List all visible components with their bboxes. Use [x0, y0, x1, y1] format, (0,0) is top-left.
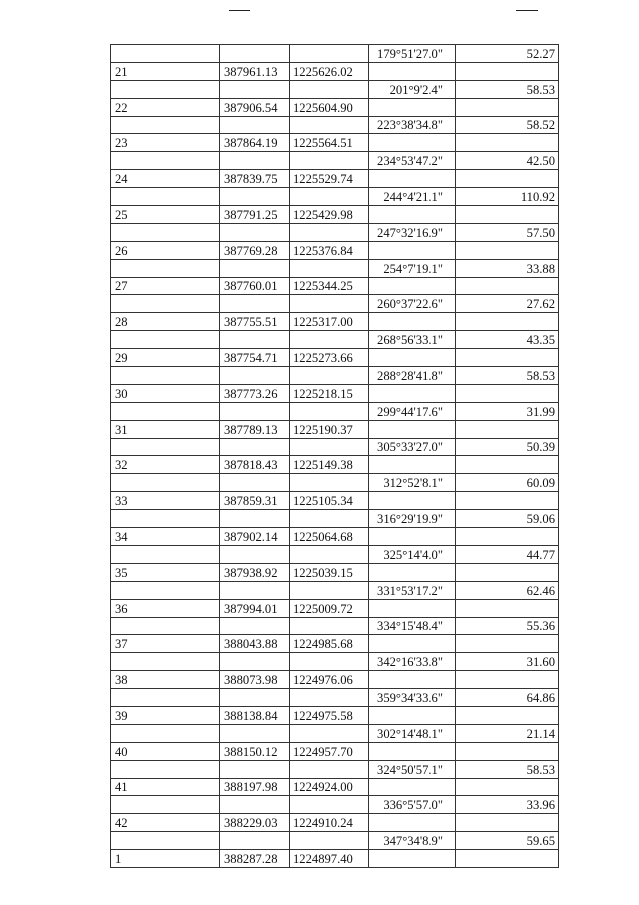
table-row: [111, 331, 559, 349]
point-number-cell: [111, 689, 220, 707]
distance-cell: [456, 671, 559, 689]
point-number-cell: [111, 80, 220, 98]
table-row: [111, 98, 559, 116]
x-coordinate-cell: 388197.98: [220, 778, 290, 796]
bearing-angle-cell: 234°53'47.2": [369, 152, 456, 170]
point-number-cell: 34: [111, 528, 220, 546]
bearing-angle-cell: [369, 706, 456, 724]
bearing-angle-cell: [369, 528, 456, 546]
point-number-cell: 22: [111, 98, 220, 116]
table-row: [111, 259, 559, 277]
point-number-cell: 33: [111, 492, 220, 510]
y-coordinate-cell: [290, 796, 369, 814]
point-number-cell: [111, 581, 220, 599]
point-number-cell: [111, 760, 220, 778]
distance-cell: 58.52: [456, 116, 559, 134]
point-number-cell: 38: [111, 671, 220, 689]
point-number-cell: 28: [111, 313, 220, 331]
bearing-angle-cell: 316°29'19.9": [369, 510, 456, 528]
table-row: [111, 742, 559, 760]
header-dash-left: [229, 10, 250, 11]
bearing-angle-cell: [369, 635, 456, 653]
distance-cell: [456, 384, 559, 402]
table-row: [111, 206, 559, 224]
bearing-angle-cell: [369, 98, 456, 116]
point-number-cell: [111, 545, 220, 563]
bearing-angle-cell: 334°15'48.4": [369, 617, 456, 635]
point-number-cell: [111, 474, 220, 492]
x-coordinate-cell: 387839.75: [220, 170, 290, 188]
x-coordinate-cell: 387902.14: [220, 528, 290, 546]
bearing-angle-cell: 201°9'2.4": [369, 80, 456, 98]
bearing-angle-cell: [369, 241, 456, 259]
point-number-cell: 35: [111, 563, 220, 581]
point-number-cell: 39: [111, 706, 220, 724]
distance-cell: [456, 814, 559, 832]
table-row: [111, 510, 559, 528]
distance-cell: [456, 492, 559, 510]
x-coordinate-cell: [220, 510, 290, 528]
y-coordinate-cell: [290, 689, 369, 707]
y-coordinate-cell: [290, 474, 369, 492]
x-coordinate-cell: 387961.13: [220, 62, 290, 80]
point-number-cell: [111, 152, 220, 170]
table-row: [111, 528, 559, 546]
x-coordinate-cell: 388229.03: [220, 814, 290, 832]
y-coordinate-cell: 1225190.37: [290, 420, 369, 438]
y-coordinate-cell: [290, 760, 369, 778]
y-coordinate-cell: 1225039.15: [290, 563, 369, 581]
y-coordinate-cell: 1224910.24: [290, 814, 369, 832]
y-coordinate-cell: 1225564.51: [290, 134, 369, 152]
point-number-cell: 37: [111, 635, 220, 653]
x-coordinate-cell: 387791.25: [220, 206, 290, 224]
point-number-cell: 30: [111, 384, 220, 402]
x-coordinate-cell: 388287.28: [220, 850, 290, 868]
distance-cell: 59.06: [456, 510, 559, 528]
point-number-cell: 40: [111, 742, 220, 760]
y-coordinate-cell: 1224976.06: [290, 671, 369, 689]
y-coordinate-cell: 1225376.84: [290, 241, 369, 259]
table-row: [111, 402, 559, 420]
table-row: [111, 706, 559, 724]
x-coordinate-cell: [220, 295, 290, 313]
y-coordinate-cell: 1225317.00: [290, 313, 369, 331]
point-number-cell: [111, 45, 220, 63]
distance-cell: [456, 456, 559, 474]
y-coordinate-cell: 1225009.72: [290, 599, 369, 617]
distance-cell: 43.35: [456, 331, 559, 349]
y-coordinate-cell: [290, 45, 369, 63]
table-row: [111, 545, 559, 563]
point-number-cell: 29: [111, 349, 220, 367]
point-number-cell: [111, 188, 220, 206]
bearing-angle-cell: [369, 456, 456, 474]
point-number-cell: 25: [111, 206, 220, 224]
table-row: [111, 850, 559, 868]
distance-cell: 33.96: [456, 796, 559, 814]
y-coordinate-cell: [290, 259, 369, 277]
x-coordinate-cell: [220, 545, 290, 563]
point-number-cell: 31: [111, 420, 220, 438]
bearing-angle-cell: [369, 170, 456, 188]
bearing-angle-cell: 359°34'33.6": [369, 689, 456, 707]
point-number-cell: 36: [111, 599, 220, 617]
distance-cell: 64.86: [456, 689, 559, 707]
y-coordinate-cell: 1225105.34: [290, 492, 369, 510]
x-coordinate-cell: 387760.01: [220, 277, 290, 295]
y-coordinate-cell: 1225273.66: [290, 349, 369, 367]
point-number-cell: [111, 724, 220, 742]
x-coordinate-cell: [220, 832, 290, 850]
x-coordinate-cell: [220, 796, 290, 814]
bearing-angle-cell: 342°16'33.8": [369, 653, 456, 671]
point-number-cell: 42: [111, 814, 220, 832]
boundary-coordinates-table: [110, 44, 559, 868]
point-number-cell: [111, 832, 220, 850]
y-coordinate-cell: [290, 80, 369, 98]
x-coordinate-cell: 387938.92: [220, 563, 290, 581]
bearing-angle-cell: 312°52'8.1": [369, 474, 456, 492]
y-coordinate-cell: [290, 331, 369, 349]
x-coordinate-cell: 387864.19: [220, 134, 290, 152]
table-row: [111, 384, 559, 402]
y-coordinate-cell: 1224985.68: [290, 635, 369, 653]
x-coordinate-cell: [220, 724, 290, 742]
distance-cell: 27.62: [456, 295, 559, 313]
distance-cell: [456, 599, 559, 617]
bearing-angle-cell: 244°4'21.1": [369, 188, 456, 206]
distance-cell: 58.53: [456, 367, 559, 385]
bearing-angle-cell: [369, 134, 456, 152]
y-coordinate-cell: 1225604.90: [290, 98, 369, 116]
table-row: [111, 814, 559, 832]
x-coordinate-cell: [220, 689, 290, 707]
header-dash-right: [516, 10, 538, 11]
x-coordinate-cell: [220, 438, 290, 456]
distance-cell: 58.53: [456, 760, 559, 778]
x-coordinate-cell: 388138.84: [220, 706, 290, 724]
point-number-cell: 26: [111, 241, 220, 259]
point-number-cell: [111, 438, 220, 456]
x-coordinate-cell: 387859.31: [220, 492, 290, 510]
table-row: [111, 420, 559, 438]
table-row: [111, 796, 559, 814]
bearing-angle-cell: [369, 277, 456, 295]
point-number-cell: [111, 653, 220, 671]
point-number-cell: [111, 116, 220, 134]
distance-cell: [456, 313, 559, 331]
table-row: [111, 653, 559, 671]
table-row: [111, 80, 559, 98]
table-row: [111, 188, 559, 206]
bearing-angle-cell: 288°28'41.8": [369, 367, 456, 385]
bearing-angle-cell: 179°51'27.0": [369, 45, 456, 63]
distance-cell: [456, 349, 559, 367]
y-coordinate-cell: [290, 724, 369, 742]
x-coordinate-cell: 387818.43: [220, 456, 290, 474]
bearing-angle-cell: [369, 599, 456, 617]
distance-cell: [456, 98, 559, 116]
y-coordinate-cell: [290, 545, 369, 563]
coordinates-table-body: [111, 45, 559, 868]
distance-cell: 31.60: [456, 653, 559, 671]
table-row: [111, 277, 559, 295]
point-number-cell: [111, 617, 220, 635]
y-coordinate-cell: [290, 438, 369, 456]
y-coordinate-cell: 1225429.98: [290, 206, 369, 224]
x-coordinate-cell: [220, 331, 290, 349]
y-coordinate-cell: [290, 402, 369, 420]
bearing-angle-cell: 305°33'27.0": [369, 438, 456, 456]
distance-cell: [456, 170, 559, 188]
table-row: [111, 456, 559, 474]
point-number-cell: 32: [111, 456, 220, 474]
x-coordinate-cell: [220, 80, 290, 98]
distance-cell: [456, 563, 559, 581]
point-number-cell: [111, 402, 220, 420]
bearing-angle-cell: 268°56'33.1": [369, 331, 456, 349]
distance-cell: [456, 277, 559, 295]
x-coordinate-cell: [220, 581, 290, 599]
y-coordinate-cell: [290, 116, 369, 134]
distance-cell: [456, 134, 559, 152]
bearing-angle-cell: 331°53'17.2": [369, 581, 456, 599]
x-coordinate-cell: 388073.98: [220, 671, 290, 689]
y-coordinate-cell: [290, 367, 369, 385]
distance-cell: [456, 742, 559, 760]
bearing-angle-cell: [369, 814, 456, 832]
x-coordinate-cell: 387773.26: [220, 384, 290, 402]
bearing-angle-cell: 302°14'48.1": [369, 724, 456, 742]
x-coordinate-cell: [220, 223, 290, 241]
table-row: [111, 724, 559, 742]
distance-cell: 42.50: [456, 152, 559, 170]
x-coordinate-cell: 387755.51: [220, 313, 290, 331]
table-row: [111, 45, 559, 63]
table-row: [111, 438, 559, 456]
x-coordinate-cell: 387789.13: [220, 420, 290, 438]
distance-cell: [456, 241, 559, 259]
point-number-cell: [111, 223, 220, 241]
y-coordinate-cell: [290, 581, 369, 599]
distance-cell: [456, 62, 559, 80]
distance-cell: 44.77: [456, 545, 559, 563]
bearing-angle-cell: 347°34'8.9": [369, 832, 456, 850]
distance-cell: 55.36: [456, 617, 559, 635]
table-row: [111, 62, 559, 80]
point-number-cell: 24: [111, 170, 220, 188]
y-coordinate-cell: 1224957.70: [290, 742, 369, 760]
bearing-angle-cell: [369, 62, 456, 80]
y-coordinate-cell: [290, 617, 369, 635]
distance-cell: [456, 778, 559, 796]
y-coordinate-cell: 1225064.68: [290, 528, 369, 546]
distance-cell: 62.46: [456, 581, 559, 599]
point-number-cell: [111, 331, 220, 349]
table-row: [111, 223, 559, 241]
point-number-cell: [111, 259, 220, 277]
table-row: [111, 671, 559, 689]
y-coordinate-cell: 1225529.74: [290, 170, 369, 188]
x-coordinate-cell: [220, 116, 290, 134]
bearing-angle-cell: [369, 563, 456, 581]
table-row: [111, 617, 559, 635]
table-row: [111, 760, 559, 778]
bearing-angle-cell: [369, 671, 456, 689]
y-coordinate-cell: [290, 152, 369, 170]
y-coordinate-cell: 1225344.25: [290, 277, 369, 295]
bearing-angle-cell: 223°38'34.8": [369, 116, 456, 134]
distance-cell: [456, 850, 559, 868]
bearing-angle-cell: [369, 742, 456, 760]
table-row: [111, 689, 559, 707]
y-coordinate-cell: 1225149.38: [290, 456, 369, 474]
bearing-angle-cell: 336°5'57.0": [369, 796, 456, 814]
point-number-cell: 27: [111, 277, 220, 295]
distance-cell: 59.65: [456, 832, 559, 850]
bearing-angle-cell: 325°14'4.0": [369, 545, 456, 563]
x-coordinate-cell: 388043.88: [220, 635, 290, 653]
x-coordinate-cell: [220, 617, 290, 635]
distance-cell: 57.50: [456, 223, 559, 241]
point-number-cell: [111, 510, 220, 528]
table-row: [111, 492, 559, 510]
y-coordinate-cell: [290, 223, 369, 241]
distance-cell: 33.88: [456, 259, 559, 277]
x-coordinate-cell: [220, 259, 290, 277]
table-row: [111, 599, 559, 617]
distance-cell: 21.14: [456, 724, 559, 742]
y-coordinate-cell: 1224924.00: [290, 778, 369, 796]
y-coordinate-cell: [290, 653, 369, 671]
bearing-angle-cell: [369, 313, 456, 331]
x-coordinate-cell: [220, 653, 290, 671]
y-coordinate-cell: 1224975.58: [290, 706, 369, 724]
x-coordinate-cell: 387769.28: [220, 241, 290, 259]
y-coordinate-cell: [290, 295, 369, 313]
y-coordinate-cell: 1225218.15: [290, 384, 369, 402]
bearing-angle-cell: [369, 384, 456, 402]
table-row: [111, 349, 559, 367]
bearing-angle-cell: 247°32'16.9": [369, 223, 456, 241]
bearing-angle-cell: [369, 850, 456, 868]
table-row: [111, 563, 559, 581]
table-row: [111, 241, 559, 259]
table-row: [111, 581, 559, 599]
x-coordinate-cell: [220, 402, 290, 420]
table-row: [111, 832, 559, 850]
point-number-cell: 41: [111, 778, 220, 796]
distance-cell: 110.92: [456, 188, 559, 206]
bearing-angle-cell: 324°50'57.1": [369, 760, 456, 778]
table-row: [111, 116, 559, 134]
x-coordinate-cell: [220, 474, 290, 492]
distance-cell: 58.53: [456, 80, 559, 98]
point-number-cell: 23: [111, 134, 220, 152]
distance-cell: [456, 706, 559, 724]
x-coordinate-cell: [220, 760, 290, 778]
table-row: [111, 295, 559, 313]
point-number-cell: [111, 367, 220, 385]
bearing-angle-cell: [369, 420, 456, 438]
table-row: [111, 778, 559, 796]
bearing-angle-cell: 299°44'17.6": [369, 402, 456, 420]
distance-cell: 31.99: [456, 402, 559, 420]
x-coordinate-cell: [220, 152, 290, 170]
y-coordinate-cell: [290, 832, 369, 850]
table-row: [111, 134, 559, 152]
x-coordinate-cell: [220, 188, 290, 206]
table-row: [111, 170, 559, 188]
distance-cell: [456, 635, 559, 653]
table-row: [111, 635, 559, 653]
distance-cell: [456, 420, 559, 438]
distance-cell: 52.27: [456, 45, 559, 63]
bearing-angle-cell: 260°37'22.6": [369, 295, 456, 313]
x-coordinate-cell: [220, 367, 290, 385]
y-coordinate-cell: 1225626.02: [290, 62, 369, 80]
y-coordinate-cell: 1224897.40: [290, 850, 369, 868]
bearing-angle-cell: 254°7'19.1": [369, 259, 456, 277]
table-row: [111, 474, 559, 492]
table-row: [111, 367, 559, 385]
distance-cell: 60.09: [456, 474, 559, 492]
x-coordinate-cell: 387906.54: [220, 98, 290, 116]
bearing-angle-cell: [369, 206, 456, 224]
distance-cell: [456, 528, 559, 546]
bearing-angle-cell: [369, 778, 456, 796]
point-number-cell: 1: [111, 850, 220, 868]
y-coordinate-cell: [290, 188, 369, 206]
distance-cell: [456, 206, 559, 224]
table-row: [111, 152, 559, 170]
point-number-cell: 21: [111, 62, 220, 80]
x-coordinate-cell: 387994.01: [220, 599, 290, 617]
x-coordinate-cell: 388150.12: [220, 742, 290, 760]
x-coordinate-cell: [220, 45, 290, 63]
point-number-cell: [111, 295, 220, 313]
table-row: [111, 313, 559, 331]
distance-cell: 50.39: [456, 438, 559, 456]
bearing-angle-cell: [369, 349, 456, 367]
bearing-angle-cell: [369, 492, 456, 510]
point-number-cell: [111, 796, 220, 814]
x-coordinate-cell: 387754.71: [220, 349, 290, 367]
y-coordinate-cell: [290, 510, 369, 528]
